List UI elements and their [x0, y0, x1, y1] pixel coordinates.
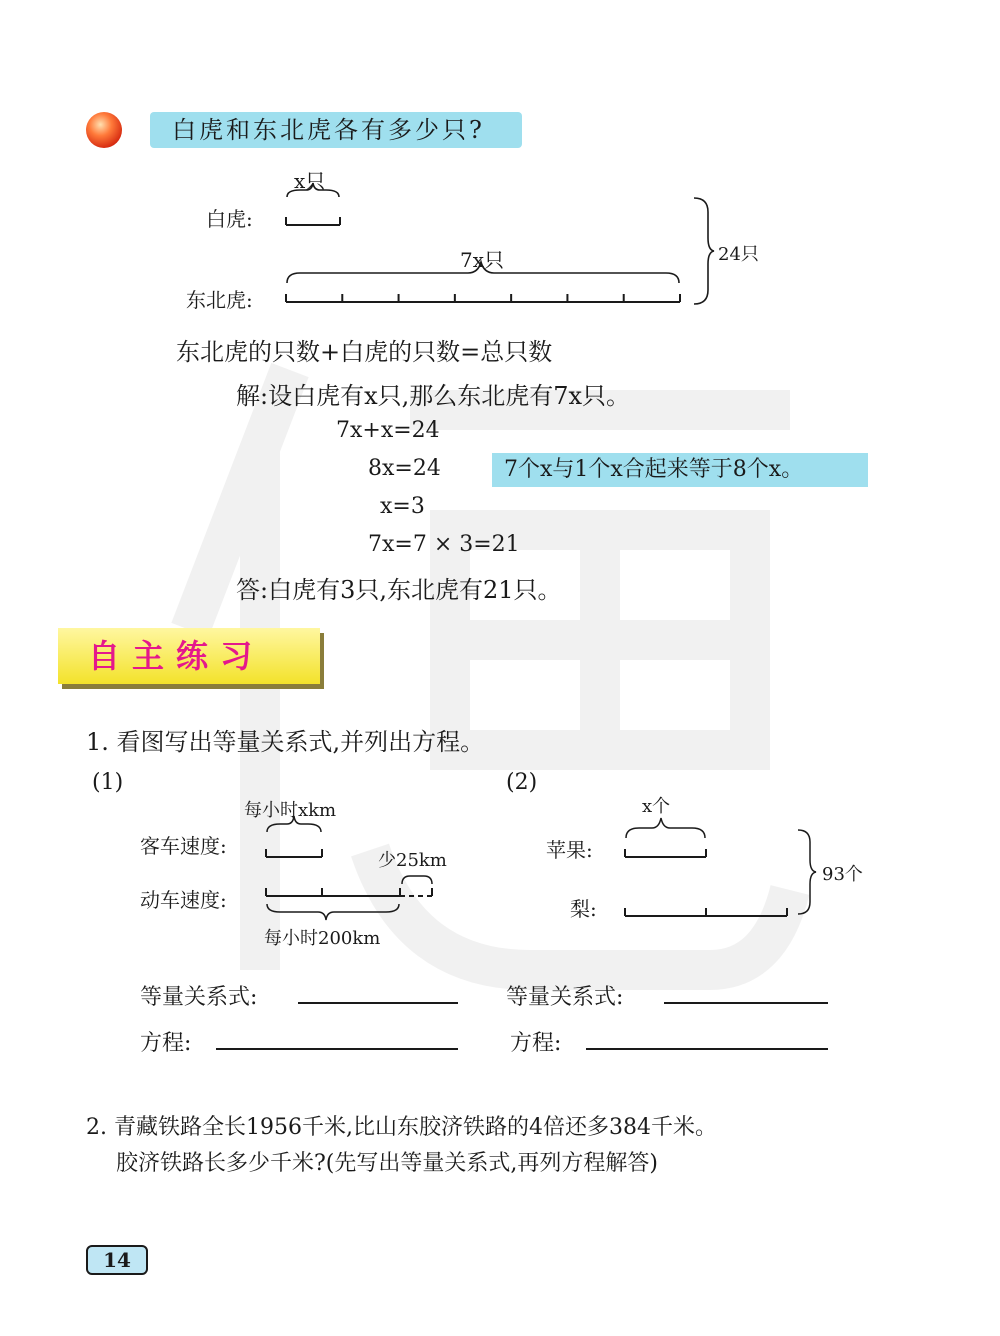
p2-relation-blank[interactable]: [664, 1002, 828, 1004]
practice-section-title: 自主练习: [58, 628, 320, 684]
equation-3: x=3: [380, 494, 425, 519]
q2-line2: 胶济铁路长多少千米?(先写出等量关系式,再列方程解答): [116, 1151, 658, 1176]
page-number: 14: [86, 1245, 148, 1275]
apple-var: x个: [642, 796, 671, 817]
relation-text: 东北虎的只数+白虎的只数=总只数: [176, 338, 553, 366]
p1-equation-label: 方程:: [140, 1031, 192, 1056]
fruit-total: 93个: [822, 864, 863, 885]
hint-box: 7个x与1个x合起来等于8个x。: [492, 453, 868, 487]
example-question: 白虎和东北虎各有多少只?: [150, 112, 522, 148]
p2-equation-label: 方程:: [510, 1031, 562, 1056]
white-tiger-label: 白虎:: [206, 207, 253, 231]
q2-line1: 2. 青藏铁路全长1956千米,比山东胶济铁路的4倍还多384千米。: [86, 1115, 717, 1140]
q1-text: 1. 看图写出等量关系式,并列出方程。: [86, 728, 485, 756]
apple-label: 苹果:: [546, 838, 593, 862]
equation-2: 8x=24: [368, 456, 441, 481]
pear-label: 梨:: [570, 897, 597, 921]
tiger-total: 24只: [718, 244, 759, 265]
q1-part2-label: (2): [506, 770, 538, 795]
white-tiger-var: x只: [294, 169, 326, 193]
less-label: 少25km: [378, 850, 447, 871]
train-speed-label: 动车速度:: [140, 888, 227, 912]
p2-relation-label: 等量关系式:: [506, 985, 624, 1010]
p2-equation-blank[interactable]: [586, 1048, 828, 1050]
equation-1: 7x+x=24: [336, 418, 440, 443]
train-total: 每小时200km: [264, 928, 381, 949]
p1-relation-blank[interactable]: [298, 1002, 458, 1004]
solution-let: 解:设白虎有x只,那么东北虎有7x只。: [236, 382, 631, 410]
answer-text: 答:白虎有3只,东北虎有21只。: [236, 576, 562, 604]
ne-tiger-label: 东北虎:: [186, 288, 253, 312]
car-speed-label: 客车速度:: [140, 834, 227, 858]
car-speed-var: 每小时xkm: [244, 800, 337, 821]
ne-tiger-var: 7x只: [460, 248, 505, 272]
q1-part1-label: (1): [92, 770, 124, 795]
equation-4: 7x=7 × 3=21: [368, 532, 520, 557]
p1-relation-label: 等量关系式:: [140, 985, 258, 1010]
p1-equation-blank[interactable]: [216, 1048, 458, 1050]
